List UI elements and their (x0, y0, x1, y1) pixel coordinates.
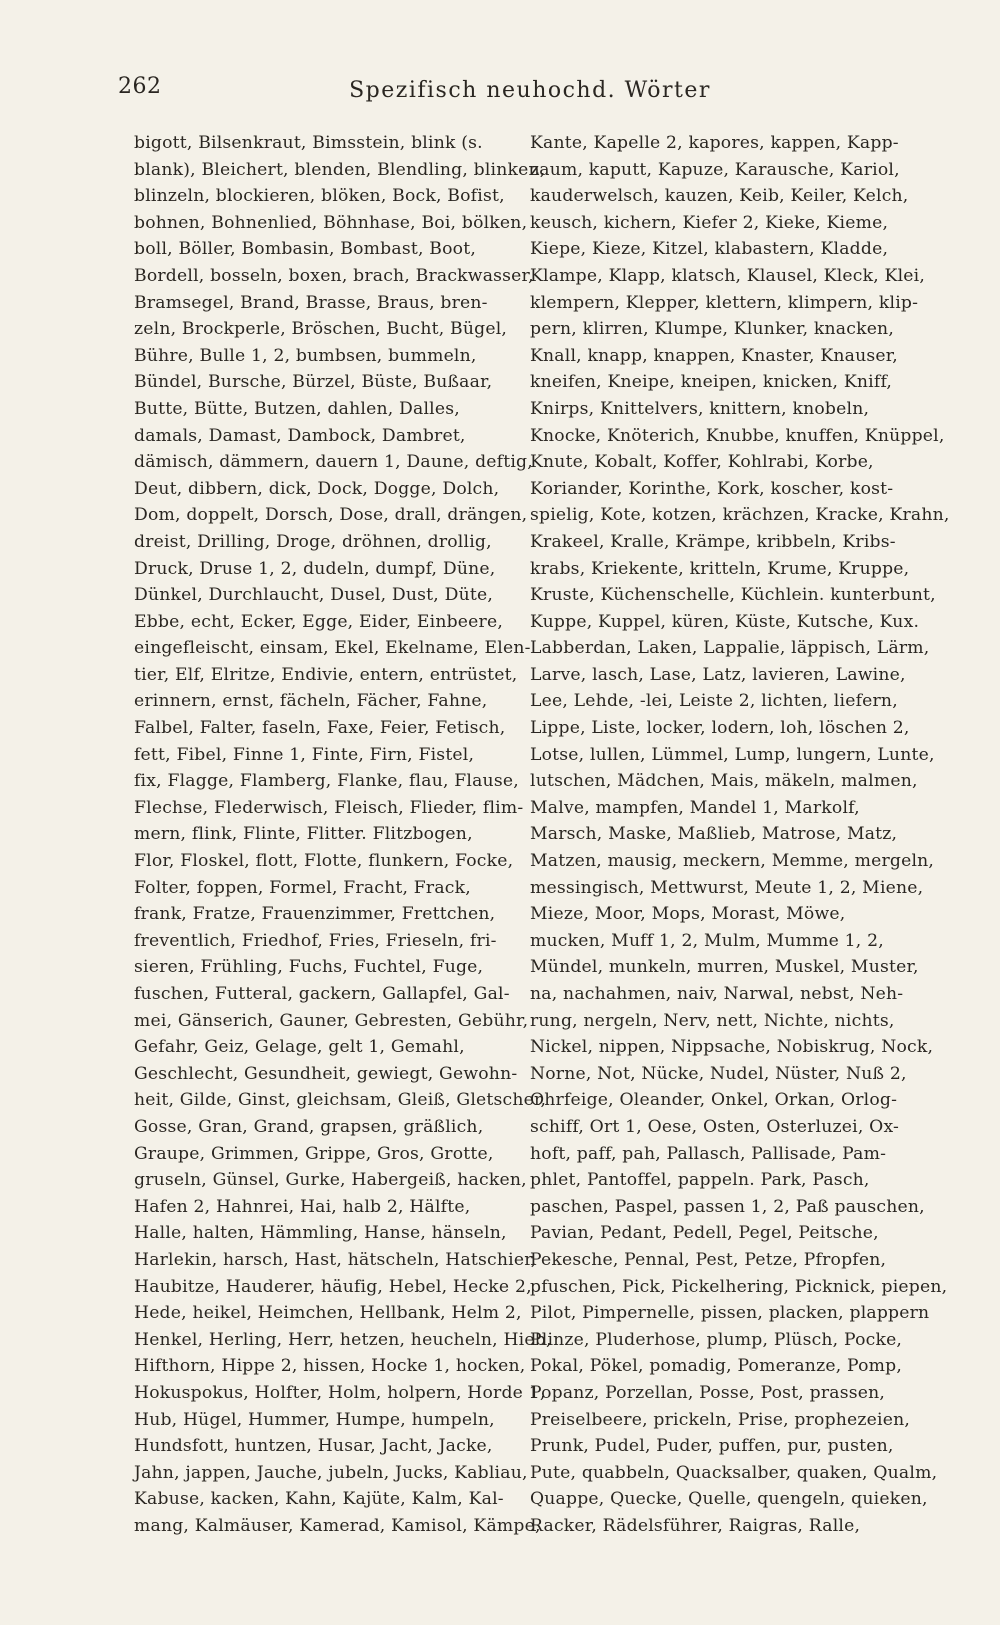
text-line: boll, Böller, Bombasin, Bombast, Boot, (134, 239, 476, 260)
text-line: Jahn, jappen, Jauche, jubeln, Jucks, Kabliau, (134, 1462, 528, 1483)
text-line: Lotse, lullen, Lümmel, Lump, lungern, Lunte, (530, 744, 935, 765)
text-line: krabs, Kriekente, kritteln, Krume, Kruppe, (530, 558, 910, 579)
text-line: Harlekin, harsch, Hast, hätscheln, Hatschier, (134, 1249, 537, 1270)
text-line: Mündel, munkeln, murren, Muskel, Muster, (530, 957, 919, 978)
text-line: fuschen, Futteral, gackern, Gallapfel, Gal- (134, 984, 510, 1004)
text-line: Bündel, Bursche, Bürzel, Büste, Bußaar, (134, 372, 493, 393)
text-line: Hede, heikel, Heimchen, Hellbank, Helm 2, (134, 1303, 522, 1324)
text-line: Marsch, Maske, Maßlieb, Matrose, Matz, (530, 824, 898, 845)
text-line: Gosse, Gran, Grand, grapsen, gräßlich, (134, 1116, 484, 1137)
text-line: Malve, mampfen, Mandel 1, Markolf, (530, 797, 860, 818)
text-line: Geschlecht, Gesundheit, gewiegt, Gewohn- (134, 1063, 518, 1084)
text-line: freventlich, Friedhof, Fries, Frieseln, fri- (134, 930, 497, 951)
text-line: Bühre, Bulle 1, 2, bumbsen, bummeln, (134, 345, 477, 366)
text-line: messingisch, Mettwurst, Meute 1, 2, Miene, (530, 877, 924, 898)
text-line: Krakeel, Kralle, Krämpe, kribbeln, Kribs- (530, 531, 896, 552)
left-column (134, 130, 552, 1539)
text-line: Ebbe, echt, Ecker, Egge, Eider, Einbeere, (134, 611, 503, 632)
text-line: Mieze, Moor, Mops, Morast, Möwe, (530, 904, 846, 925)
text-line: Halle, halten, Hämmling, Hanse, hänseln, (134, 1223, 507, 1244)
text-line: Prunk, Pudel, Puder, puffen, pur, pusten, (530, 1436, 894, 1457)
text-line: Nickel, nippen, Nippsache, Nobiskrug, Nock, (530, 1037, 934, 1058)
text-line: blank), Bleichert, blenden, Blendling, blinken, (134, 159, 546, 180)
text-line: Bramsegel, Brand, Brasse, Braus, bren- (134, 292, 488, 313)
text-line: Butte, Bütte, Butzen, dahlen, Dalles, (134, 398, 460, 419)
text-line: Bordell, bosseln, boxen, brach, Brackwasser, (134, 265, 534, 286)
text-line: zaum, kaputt, Kapuze, Karausche, Kariol, (530, 159, 900, 180)
text-line: fix, Flagge, Flamberg, Flanke, flau, Flause, (134, 771, 519, 792)
text-line: Knirps, Knittelvers, knittern, knobeln, (530, 398, 870, 419)
text-line: Pavian, Pedant, Pedell, Pegel, Peitsche, (530, 1223, 879, 1244)
text-line: Norne, Not, Nücke, Nudel, Nüster, Nuß 2, (530, 1063, 907, 1084)
text-line: bohnen, Bohnenlied, Böhnhase, Boi, bölken, (134, 212, 528, 233)
text-line: Labberdan, Laken, Lappalie, läppisch, Lärm, (530, 638, 930, 659)
text-line: mei, Gänserich, Gauner, Gebresten, Gebühr, (134, 1010, 529, 1031)
text-line: Preiselbeere, prickeln, Prise, prophezeien, (530, 1409, 911, 1430)
text-line: lutschen, Mädchen, Mais, mäkeln, malmen, (530, 771, 918, 792)
text-line: Hub, Hügel, Hummer, Humpe, humpeln, (134, 1409, 495, 1430)
text-line: Flor, Floskel, flott, Flotte, flunkern, Focke, (134, 851, 514, 872)
text-line: dämisch, dämmern, dauern 1, Daune, deftig, (134, 452, 533, 473)
text-line: Knocke, Knöterich, Knubbe, knuffen, Knüppel, (530, 425, 945, 446)
text-line: tier, Elf, Elritze, Endivie, entern, entrüstet, (134, 664, 518, 685)
text-line: bigott, Bilsenkraut, Bimsstein, blink (s. (134, 133, 483, 153)
text-line: Kante, Kapelle 2, kapores, kappen, Kapp- (530, 133, 899, 153)
text-line: Hafen 2, Hahnrei, Hai, halb 2, Hälfte, (134, 1196, 471, 1217)
text-line: Larve, lasch, Lase, Latz, lavieren, Lawine, (530, 664, 906, 685)
text-line: Quappe, Quecke, Quelle, quengeln, quieken, (530, 1489, 928, 1510)
text-line: Kuppe, Kuppel, küren, Küste, Kutsche, Kux. (530, 611, 920, 632)
right-column (530, 130, 950, 1539)
text-line: Deut, dibbern, dick, Dock, Dogge, Dolch, (134, 478, 500, 499)
text-line: phlet, Pantoffel, pappeln. Park, Pasch, (530, 1170, 870, 1191)
text-line: mern, flink, Flinte, Flitter. Flitzbogen, (134, 824, 473, 845)
text-line: Flechse, Flederwisch, Fleisch, Flieder, flim- (134, 797, 524, 818)
text-line: klempern, Klepper, klettern, klimpern, klip- (530, 292, 919, 313)
text-line: rung, nergeln, Nerv, nett, Nichte, nichts, (530, 1010, 895, 1031)
text-line: gruseln, Günsel, Gurke, Habergeiß, hacken, (134, 1170, 527, 1191)
text-line: Kabuse, kacken, Kahn, Kajüte, Kalm, Kal- (134, 1489, 504, 1510)
text-line: Pokal, Pökel, pomadig, Pomeranze, Pomp, (530, 1356, 902, 1377)
text-line: Pekesche, Pennal, Pest, Petze, Pfropfen, (530, 1249, 887, 1270)
text-line: pern, klirren, Klumpe, Klunker, knacken, (530, 319, 894, 340)
text-line: pfuschen, Pick, Pickelhering, Picknick, piepen, (530, 1276, 948, 1297)
text-line: blinzeln, blockieren, blöken, Bock, Bofist, (134, 186, 505, 207)
text-line: sieren, Frühling, Fuchs, Fuchtel, Fuge, (134, 957, 484, 978)
text-line: Gefahr, Geiz, Gelage, gelt 1, Gemahl, (134, 1037, 465, 1058)
text-line: Pute, quabbeln, Quacksalber, quaken, Qualm, (530, 1462, 938, 1483)
text-line: na, nachahmen, naiv, Narwal, nebst, Neh- (530, 984, 904, 1004)
text-line: Falbel, Falter, faseln, Faxe, Feier, Fetisch, (134, 718, 506, 739)
text-line: damals, Damast, Dambock, Dambret, (134, 425, 466, 446)
text-line: kauderwelsch, kauzen, Keib, Keiler, Kelch, (530, 186, 909, 207)
text-line: Folter, foppen, Formel, Fracht, Frack, (134, 877, 471, 898)
text-line: dreist, Drilling, Droge, dröhnen, drollig, (134, 531, 492, 552)
text-line: eingefleischt, einsam, Ekel, Ekelname, Elen- (134, 638, 531, 659)
text-line: Druck, Druse 1, 2, dudeln, dumpf, Düne, (134, 558, 496, 579)
text-line: paschen, Paspel, passen 1, 2, Paß pauschen, (530, 1196, 925, 1217)
text-line: frank, Fratze, Frauenzimmer, Frettchen, (134, 904, 496, 925)
text-line: Hokuspokus, Holfter, Holm, holpern, Horde 1, (134, 1382, 546, 1403)
text-line: Knall, knapp, knappen, Knaster, Knauser, (530, 345, 898, 366)
text-line: fett, Fibel, Finne 1, Finte, Firn, Fistel, (134, 744, 475, 765)
text-line: zeln, Brockperle, Bröschen, Bucht, Bügel, (134, 319, 508, 340)
text-line: Klampe, Klapp, klatsch, Klausel, Kleck, Klei, (530, 265, 926, 286)
text-line: heit, Gilde, Ginst, gleichsam, Gleiß, Gletscher, (134, 1090, 547, 1111)
text-line: Pilot, Pimpernelle, pissen, placken, plappern (530, 1303, 930, 1324)
text-line: Haubitze, Hauderer, häufig, Hebel, Hecke 2, (134, 1276, 532, 1297)
text-line: Kiepe, Kieze, Kitzel, klabastern, Kladde, (530, 239, 889, 260)
text-line: Plinze, Pluderhose, plump, Plüsch, Pocke, (530, 1329, 903, 1350)
text-line: erinnern, ernst, fächeln, Fächer, Fahne, (134, 691, 488, 712)
text-line: hoft, paff, pah, Pallasch, Pallisade, Pam- (530, 1143, 887, 1164)
text-line: mang, Kalmäuser, Kamerad, Kamisol, Kämpe, (134, 1515, 541, 1536)
text-line: Dom, doppelt, Dorsch, Dose, drall, drängen, (134, 505, 528, 526)
text-line: Matzen, mausig, meckern, Memme, mergeln, (530, 851, 935, 872)
text-line: Racker, Rädelsführer, Raigras, Ralle, (530, 1515, 861, 1536)
text-line: keusch, kichern, Kiefer 2, Kieke, Kieme, (530, 212, 889, 233)
text-line: Kruste, Küchenschelle, Küchlein. kunterbunt, (530, 585, 936, 606)
text-line: kneifen, Kneipe, kneipen, knicken, Kniff, (530, 372, 893, 393)
running-head: Spezifisch neuhochd. Wörter (349, 78, 711, 103)
text-line: Dünkel, Durchlaucht, Dusel, Dust, Düte, (134, 585, 493, 606)
text-line: Lippe, Liste, locker, lodern, loh, löschen 2, (530, 718, 910, 739)
text-line: Henkel, Herling, Herr, hetzen, heucheln, Hieb, (134, 1329, 552, 1350)
text-line: Popanz, Porzellan, Posse, Post, prassen, (530, 1382, 886, 1403)
text-line: Knute, Kobalt, Koffer, Kohlrabi, Korbe, (530, 452, 874, 473)
text-line: Hifthorn, Hippe 2, hissen, Hocke 1, hocken, (134, 1356, 526, 1377)
text-line: spielig, Kote, kotzen, krächzen, Kracke, Krahn, (530, 505, 950, 526)
text-line: Koriander, Korinthe, Kork, koscher, kost- (530, 478, 894, 499)
text-line: Graupe, Grimmen, Grippe, Gros, Grotte, (134, 1143, 494, 1164)
page-number: 262 (118, 74, 162, 99)
text-line: Lee, Lehde, -lei, Leiste 2, lichten, liefern, (530, 691, 898, 712)
text-line: mucken, Muff 1, 2, Mulm, Mumme 1, 2, (530, 930, 884, 951)
text-line: Ohrfeige, Oleander, Onkel, Orkan, Orlog- (530, 1090, 898, 1111)
text-line: Hundsfott, huntzen, Husar, Jacht, Jacke, (134, 1436, 493, 1457)
text-line: schiff, Ort 1, Oese, Osten, Osterluzei, Ox- (530, 1116, 900, 1137)
